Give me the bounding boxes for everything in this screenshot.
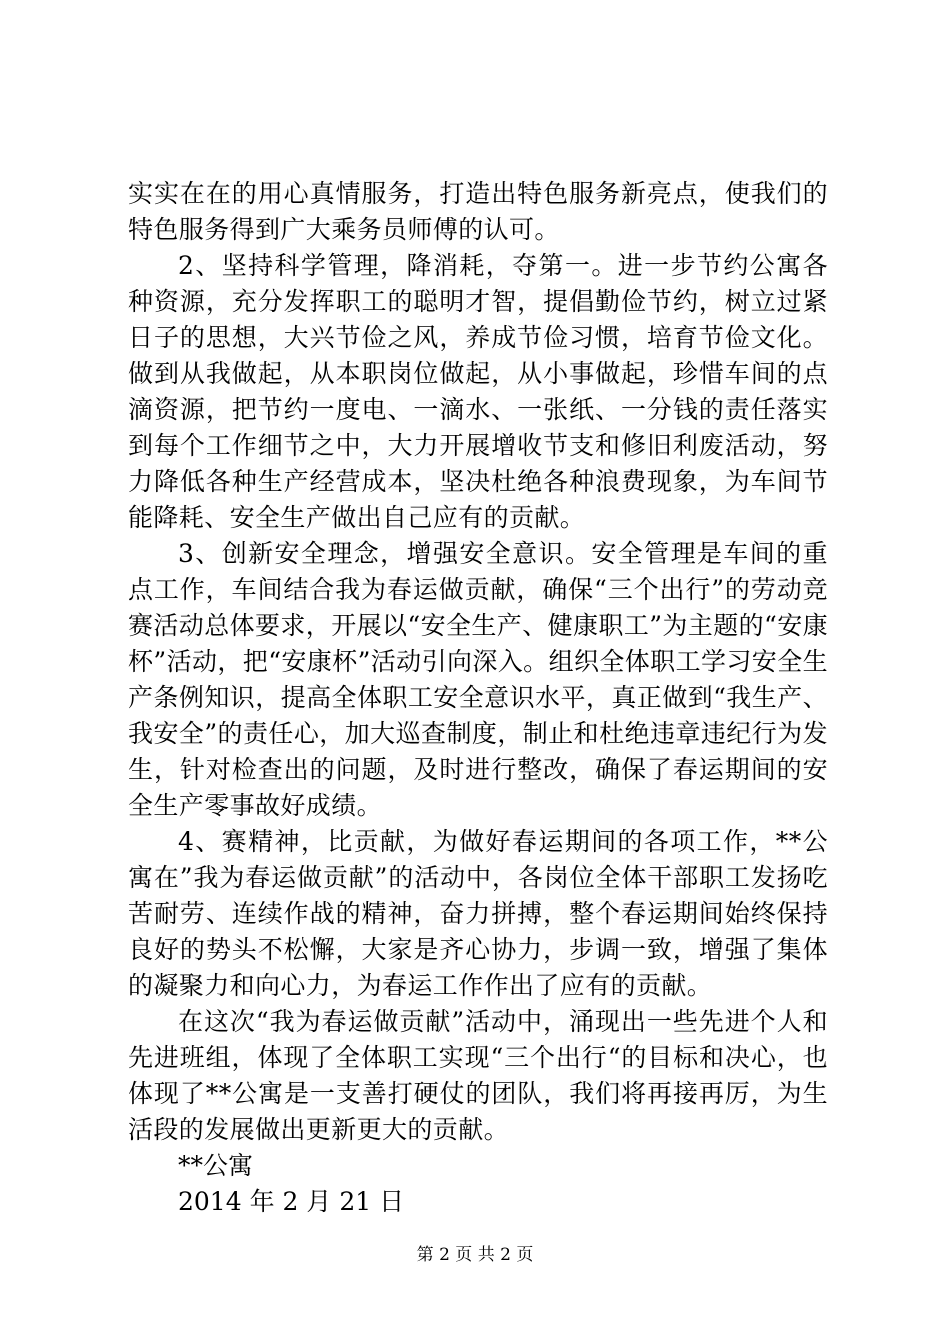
signature: **公寓 xyxy=(178,1151,254,1180)
page-footer: 第 2 页 共 2 页 xyxy=(416,1245,534,1265)
document-date: 2014 年 2 月 21 日 xyxy=(178,1187,405,1216)
paragraph-item-4: 4、赛精神，比贡献，为做好春运期间的各项工作，**公寓在”我为春运做贡献”的活动中，各岗位全体干部职工发扬吃苦耐劳、连续作战的精神，奋力拼搏，整个春运期间始终保持良好的势头不松懈，大家是齐心协力，步调一致，增强了集体的凝聚力和向心力，为春运工作作出了应有的贡献。 xyxy=(128,827,828,1000)
paragraph-item-2: 2、坚持科学管理，降消耗，夺第一。进一步节约公寓各种资源，充分发挥职工的聪明才智，提倡勤俭节约，树立过紧日子的思想，大兴节俭之风，养成节俭习惯，培育节俭文化。做到从我做起，从本职岗位做起，从小事做起，珍惜车间的点滴资源，把节约一度电、一滴水、一张纸、一分钱的责任落实到每个工作细节之中，大力开展增收节支和修旧利废活动，努力降低各种生产经营成本，坚决杜绝各种浪费现象，为车间节能降耗、安全生产做出自己应有的贡献。 xyxy=(128,251,828,532)
document-body xyxy=(128,176,828,1220)
paragraph-item-3: 3、创新安全理念，增强安全意识。安全管理是车间的重点工作，车间结合我为春运做贡献，确保“三个出行”的劳动竞赛活动总体要求，开展以“安全生产、健康职工”为主题的“安康杯”活动，把“安康杯”活动引向深入。组织全体职工学习安全生产条例知识，提高全体职工安全意识水平，真正做到“我生产、我安全”的责任心，加大巡查制度，制止和杜绝违章违纪行为发生，针对检查出的问题，及时进行整改，确保了春运期间的安全生产零事故好成绩。 xyxy=(128,539,828,820)
paragraph-continuation: 实实在在的用心真情服务，打造出特色服务新亮点，使我们的特色服务得到广大乘务员师傅的认可。 xyxy=(128,179,828,244)
paragraph-summary: 在这次“我为春运做贡献”活动中，涌现出一些先进个人和先进班组，体现了全体职工实现“三个出行“的目标和决心，也体现了**公寓是一支善打硬仗的团队，我们将再接再厉，为生活段的发展做出更新更大的贡献。 xyxy=(128,1007,828,1144)
